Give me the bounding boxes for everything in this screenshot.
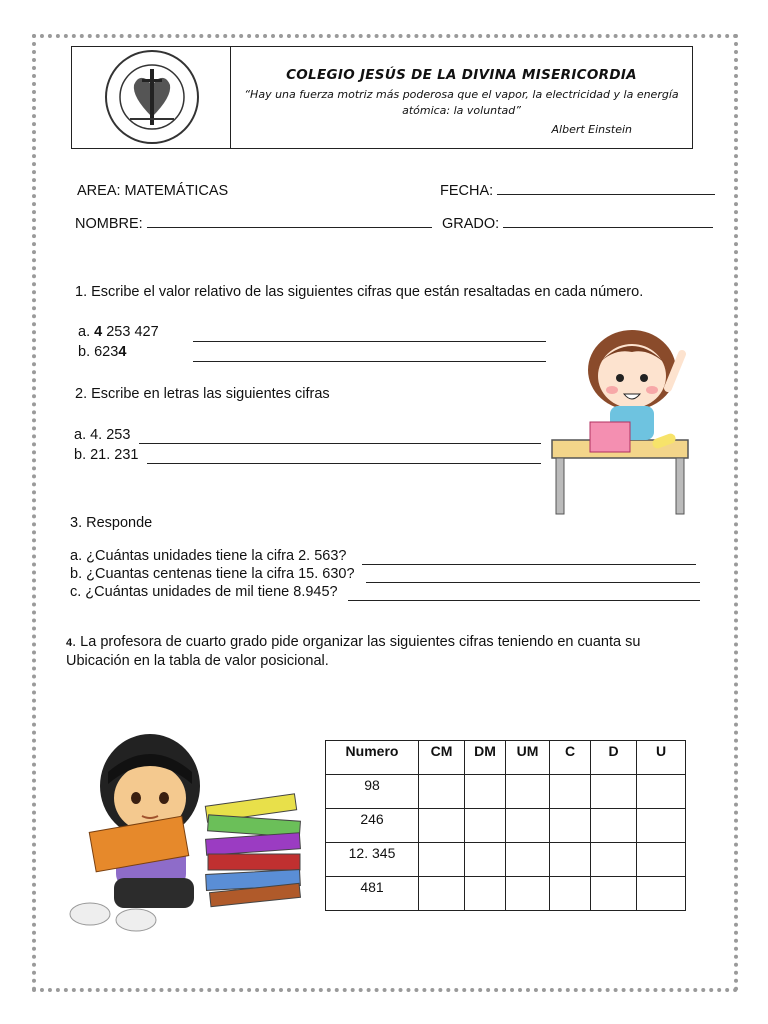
answer-cell[interactable]	[506, 877, 550, 911]
answer-cell[interactable]	[550, 877, 591, 911]
column-header: DM	[465, 741, 506, 775]
answer-cell[interactable]	[506, 809, 550, 843]
answer-cell[interactable]	[591, 843, 637, 877]
q1-a-answer-line[interactable]	[193, 340, 546, 342]
answer-cell[interactable]	[419, 877, 465, 911]
q3-item-c: c. ¿Cuántas unidades de mil tiene 8.945?	[70, 584, 338, 600]
place-value-table	[325, 740, 686, 911]
grado-label: GRADO:	[442, 216, 500, 232]
table-row	[326, 809, 686, 843]
answer-cell[interactable]	[506, 775, 550, 809]
q3-a-answer-line[interactable]	[362, 563, 696, 565]
school-name: COLEGIO JESÚS DE LA DIVINA MISERICORDIA	[286, 67, 637, 83]
q2-title: 2. Escribe en letras las siguientes cifras	[75, 386, 330, 402]
q3-item-a: a. ¿Cuántas unidades tiene la cifra 2. 563?	[70, 548, 347, 564]
answer-cell[interactable]	[506, 843, 550, 877]
q3-b-answer-line[interactable]	[366, 581, 700, 583]
number-cell: 246	[326, 809, 419, 843]
q2-item-b: b. 21. 231	[74, 447, 139, 463]
number-cell: 98	[326, 775, 419, 809]
nombre-label: NOMBRE:	[75, 216, 143, 232]
quote-line-2: atómica: la voluntad”	[402, 104, 521, 117]
fecha-label: FECHA:	[440, 183, 494, 199]
answer-cell[interactable]	[637, 843, 686, 877]
table-row	[326, 877, 686, 911]
answer-cell[interactable]	[419, 809, 465, 843]
q3-item-b: b. ¿Cuantas centenas tiene la cifra 15. 630?	[70, 566, 355, 582]
school-header	[71, 46, 693, 149]
column-header: D	[591, 741, 637, 775]
girl-at-desk-illustration	[548, 318, 693, 523]
number-cell: 12. 345	[326, 843, 419, 877]
grado-field[interactable]	[442, 216, 713, 232]
q1-a-rest: 253 427	[102, 324, 159, 340]
answer-cell[interactable]	[465, 809, 506, 843]
answer-cell[interactable]	[419, 843, 465, 877]
answer-cell[interactable]	[465, 775, 506, 809]
q2-item-a: a. 4. 253	[74, 427, 131, 443]
q2-a-answer-line[interactable]	[139, 442, 541, 444]
quote-line-1: “Hay una fuerza motriz más poderosa que el vapor, la electricidad y la energía	[244, 88, 679, 101]
fecha-blank[interactable]	[497, 193, 715, 195]
fecha-field[interactable]	[440, 183, 715, 199]
number-cell: 481	[326, 877, 419, 911]
q1-a-bold-digit: 4	[94, 324, 103, 340]
column-header: UM	[506, 741, 550, 775]
school-seal-icon	[72, 47, 228, 147]
q1-b-bold-digit: 4	[118, 344, 127, 360]
answer-cell[interactable]	[465, 843, 506, 877]
answer-cell[interactable]	[591, 877, 637, 911]
q2-b-answer-line[interactable]	[147, 462, 541, 464]
girl-reading-books-illustration	[66, 728, 306, 938]
q3-title: 3. Responde	[70, 515, 153, 531]
logo-cell	[72, 47, 231, 148]
answer-cell[interactable]	[637, 877, 686, 911]
answer-cell[interactable]	[591, 775, 637, 809]
header-text	[231, 47, 692, 148]
q4-line-1-text: . La profesora de cuarto grado pide organizar las siguientes cifras teniendo en cuanta su	[72, 634, 641, 650]
quote	[231, 87, 692, 119]
answer-cell[interactable]	[591, 809, 637, 843]
table-row	[326, 775, 686, 809]
q4-line-2: Ubicación en la tabla de valor posicional.	[66, 653, 329, 669]
table-row	[326, 843, 686, 877]
q3-c-answer-line[interactable]	[348, 599, 700, 601]
q1-b-prefix: b. 623	[78, 344, 119, 360]
answer-cell[interactable]	[419, 775, 465, 809]
q4-line-1	[66, 634, 640, 650]
answer-cell[interactable]	[550, 843, 591, 877]
column-header: U	[637, 741, 686, 775]
q1-title: 1. Escribe el valor relativo de las siguientes cifras que están resaltadas en cada número.	[75, 284, 644, 300]
quote-author: Albert Einstein	[551, 123, 632, 136]
area-label: AREA: MATEMÁTICAS	[77, 183, 229, 199]
q1-a-prefix: a.	[78, 324, 95, 340]
answer-cell[interactable]	[637, 775, 686, 809]
table-header-row	[326, 741, 686, 775]
column-header: CM	[419, 741, 465, 775]
q1-item-a	[78, 324, 159, 340]
nombre-blank[interactable]	[147, 226, 432, 228]
answer-cell[interactable]	[550, 809, 591, 843]
nombre-field[interactable]	[75, 216, 432, 232]
answer-cell[interactable]	[465, 877, 506, 911]
answer-cell[interactable]	[637, 809, 686, 843]
column-header: C	[550, 741, 591, 775]
grado-blank[interactable]	[503, 226, 713, 228]
column-header: Numero	[326, 741, 419, 775]
answer-cell[interactable]	[550, 775, 591, 809]
q1-b-answer-line[interactable]	[193, 360, 546, 362]
q4-number: 4	[66, 637, 73, 649]
q1-item-b	[78, 344, 126, 360]
